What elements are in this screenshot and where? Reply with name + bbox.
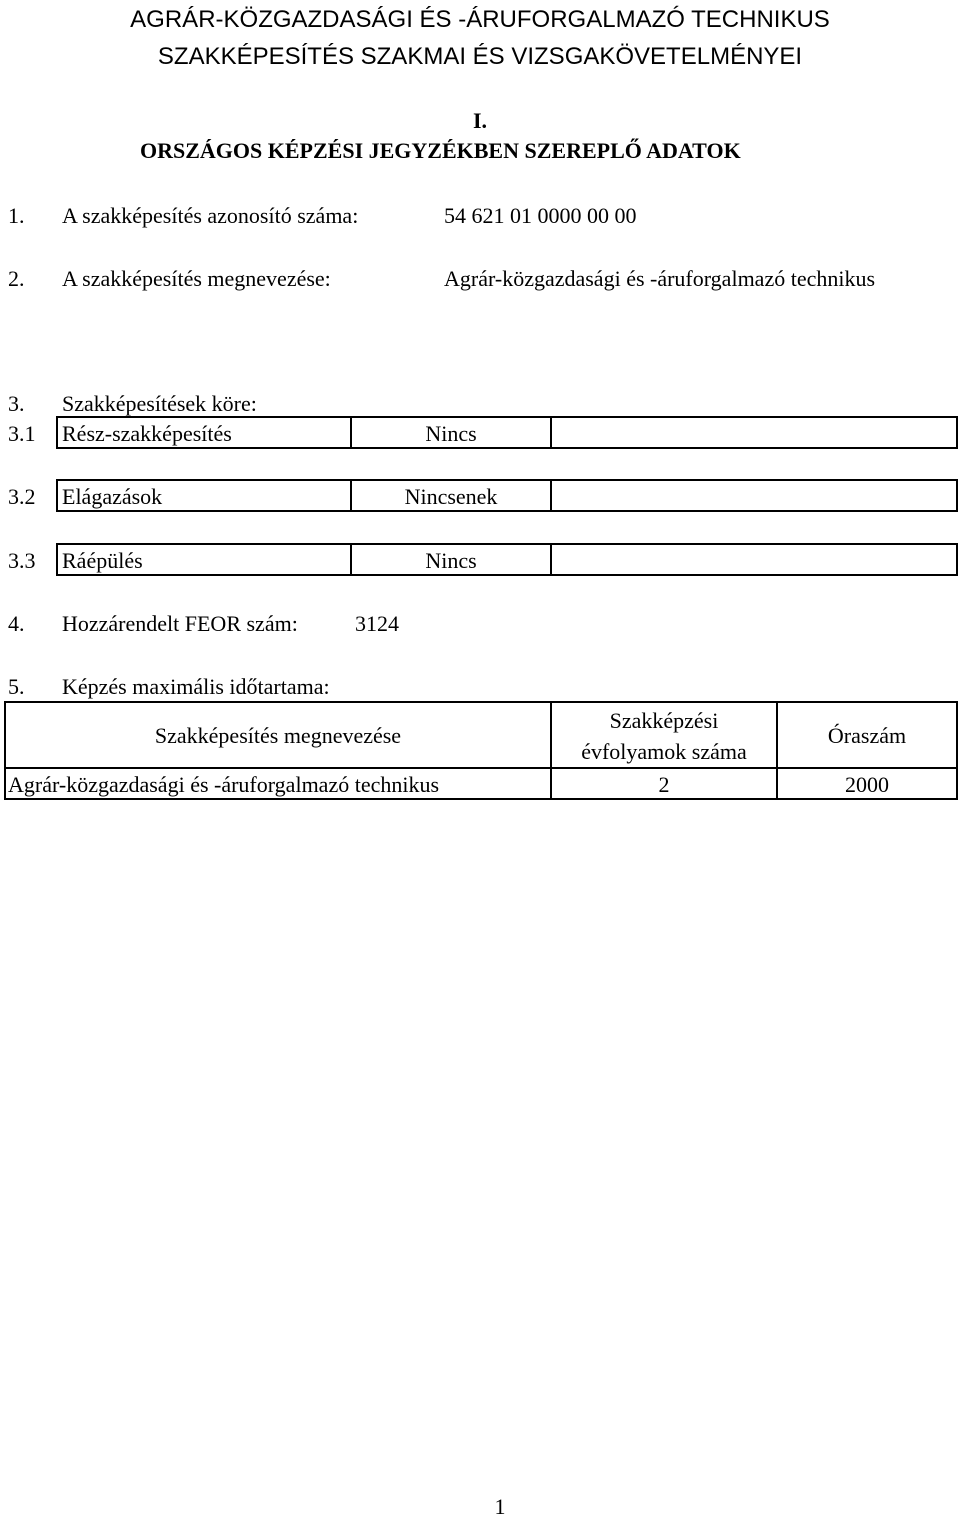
sub-row-value: Nincsenek (404, 484, 498, 509)
document-title-line2: SZAKKÉPESÍTÉS SZAKMAI ÉS VIZSGAKÖVETELMÉNYEI (157, 43, 803, 70)
table-divider (550, 416, 552, 449)
sub-row-number: 3.1 (8, 421, 36, 446)
section-number: I. (472, 108, 488, 133)
row-name: Agrár-közgazdasági és -áruforgalmazó technikus (8, 772, 440, 797)
sub-row-label: Elágazások (62, 484, 163, 509)
row-years: 2 (658, 772, 670, 797)
item5-label: Képzés maximális időtartama: (62, 674, 330, 699)
item2-number: 2. (8, 266, 25, 291)
item2-label: A szakképesítés megnevezése: (62, 266, 331, 291)
table-divider (550, 543, 552, 576)
item4-number: 4. (8, 611, 25, 636)
item4-value: 3124 (355, 611, 399, 636)
sub-row-label: Ráépülés (62, 548, 143, 573)
document-title-line1: AGRÁR-KÖZGAZDASÁGI ÉS -ÁRUFORGALMAZÓ TECHNIKUS (130, 6, 830, 33)
item5-number: 5. (8, 674, 25, 699)
row-hours: 2000 (845, 772, 889, 797)
header-hours: Óraszám (827, 723, 907, 748)
sub-row-number: 3.2 (8, 484, 36, 509)
table-divider (550, 479, 552, 512)
sub-row-number: 3.3 (8, 548, 36, 573)
item3-number: 3. (8, 391, 25, 416)
header-name: Szakképesítés megnevezése (154, 723, 402, 748)
sub-row-value: Nincs (425, 548, 477, 573)
section-title: ORSZÁGOS KÉPZÉSI JEGYZÉKBEN SZEREPLŐ ADATOK (140, 138, 741, 163)
sub-row-value: Nincs (425, 421, 477, 446)
item1-label: A szakképesítés azonosító száma: (62, 203, 359, 228)
header-years-line1: Szakképzési (609, 708, 719, 733)
item3-label: Szakképesítések köre: (62, 391, 257, 416)
sub-row-label: Rész-szakképesítés (62, 421, 232, 446)
item4-label: Hozzárendelt FEOR szám: (62, 611, 298, 636)
page-number: 1 (494, 1494, 506, 1519)
header-years-line2: évfolyamok száma (581, 739, 747, 764)
item1-value: 54 621 01 0000 00 00 (444, 203, 637, 228)
item1-number: 1. (8, 203, 25, 228)
table-divider (4, 767, 958, 769)
item2-value: Agrár-közgazdasági és -áruforgalmazó technikus (444, 266, 876, 291)
